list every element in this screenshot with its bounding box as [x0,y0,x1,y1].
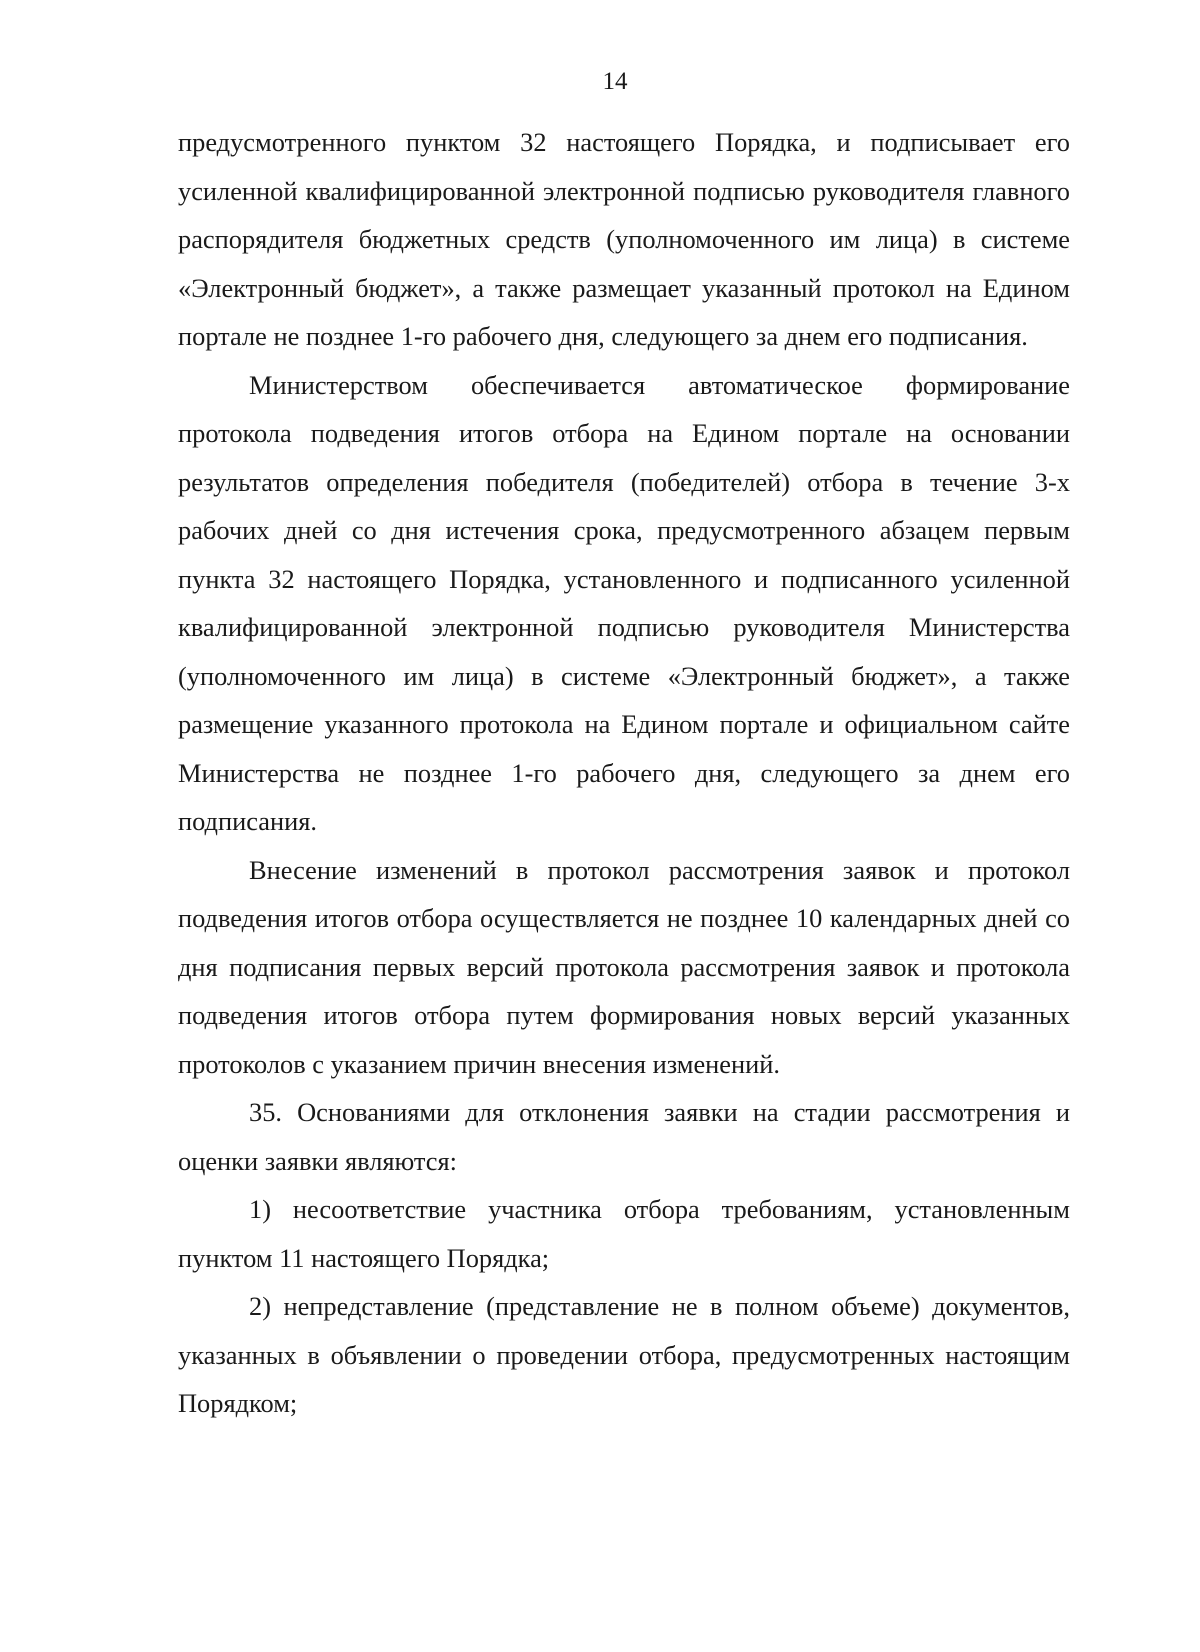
page-number: 14 [602,68,628,95]
paragraph-ministry-protocol: Министерством обеспечивается автоматическое формирование протокола подведения итогов отбора на Едином портале на основании результатов определения победителя (победителей) отбора в течение 3-х рабочих дней со дня истечения срока, предусмотренного абзацем первым пункта 32 настоящего Порядка, установленного и подписанного усиленной квалифицированной электронной подписью руководителя Министерства (уполномоченного им лица) в системе «Электронный бюджет», а также размещение указанного протокола на Едином портале и официальном сайте Министерства не позднее 1-го рабочего дня, следующего за днем его подписания. [178,369,1070,836]
paragraph-rejection-grounds: 35. Основаниями для отклонения заявки на стадии рассмотрения и оценки заявки являются: [178,1097,1070,1176]
paragraph-protocol-changes: Внесение изменений в протокол рассмотрения заявок и протокол подведения итогов отбора осуществляется не позднее 10 календарных дней со дня подписания первых версий протокола рассмотрения заявок и протокола подведения итогов отбора путем формирования новых версий указанных протоколов с указанием причин внесения изменений. [178,854,1070,1079]
list-item-1: 1) несоответствие участника отбора требованиям, установленным пунктом 11 настоящего Порядка; [178,1194,1070,1273]
paragraph-continuation: предусмотренного пунктом 32 настоящего Порядка, и подписывает его усиленной квалифицированной электронной подписью руководителя главного распорядителя бюджетных средств (уполномоченного им лица) в системе «Электронный бюджет», а также размещает указанный протокол на Едином портале не позднее 1-го рабочего дня, следующего за днем его подписания. [178,127,1070,351]
document-body [178,118,1070,1428]
list-item-2: 2) непредставление (представление не в полном объеме) документов, указанных в объявлении о проведении отбора, предусмотренных настоящим Порядком; [178,1291,1070,1418]
